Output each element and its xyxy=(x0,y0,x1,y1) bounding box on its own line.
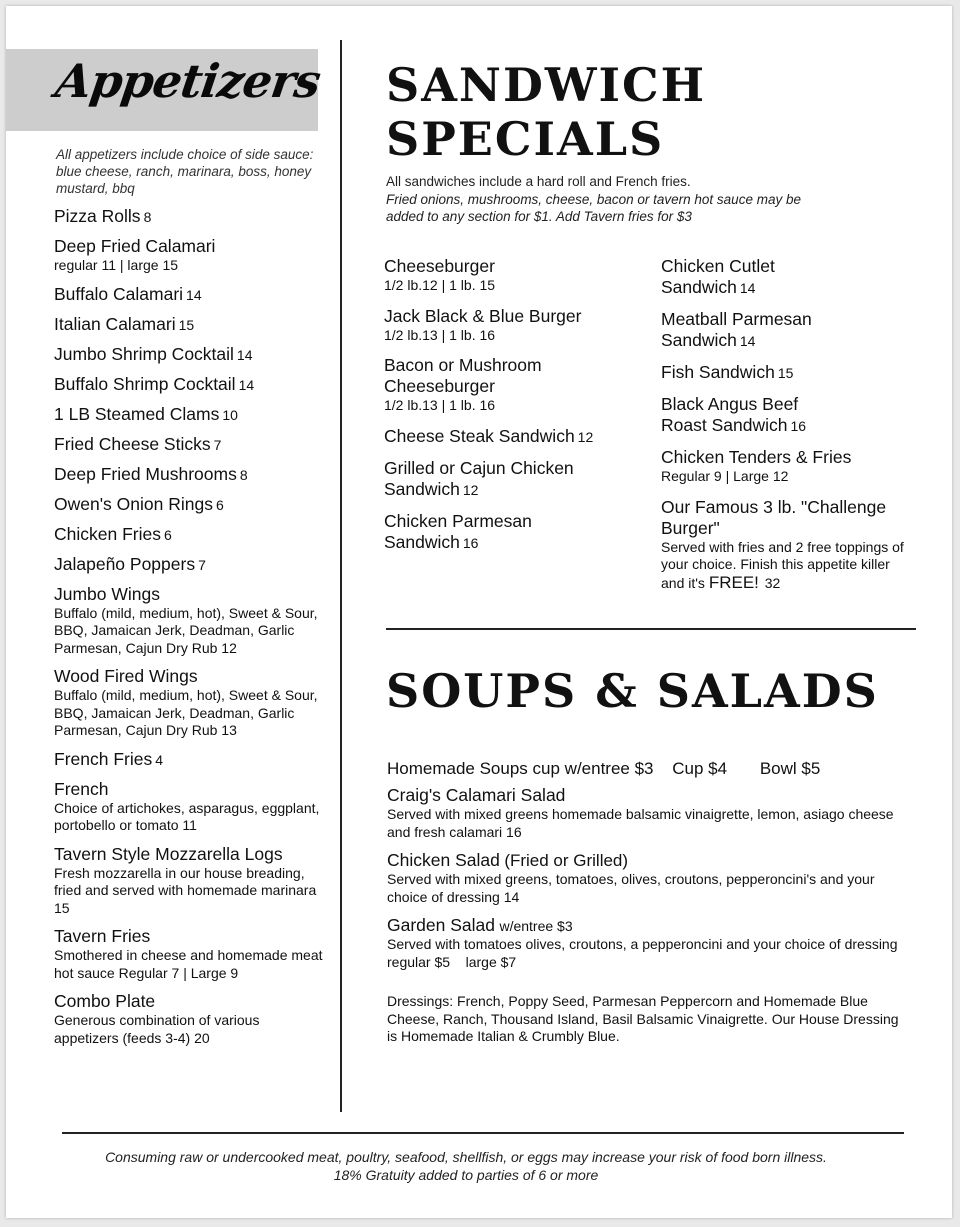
item-name: Tavern Fries xyxy=(54,926,151,946)
soups-bowl: Bowl $5 xyxy=(759,759,821,778)
item-desc: Choice of artichokes, asparagus, eggplant, portobello or tomato 11 xyxy=(54,799,320,833)
menu-item xyxy=(54,779,324,835)
item-name: Buffalo Calamari xyxy=(54,283,184,304)
item-name: Chicken Cutlet Sandwich xyxy=(661,256,775,297)
menu-item xyxy=(54,991,324,1047)
food-warning: Consuming raw or undercooked meat, poultry, seafood, shellfish, or eggs may increase your risk of food born illness. xyxy=(105,1149,827,1165)
item-name: 1 LB Steamed Clams xyxy=(54,403,220,424)
footer-divider xyxy=(62,1132,904,1134)
item-desc: Smothered in cheese and homemade meat hot sauce Regular 7 | Large 9 xyxy=(54,947,323,981)
challenge-desc: Served with fries and 2 free toppings of your choice. Finish this appetite killer and it's xyxy=(661,538,904,591)
item-desc: Buffalo (mild, medium, hot), Sweet & Sour, BBQ, Jamaican Jerk, Deadman, Garlic Parmesan, Cajun Dry Rub 12 xyxy=(54,604,318,656)
item-desc: Served with mixed greens, tomatoes, olives, croutons, pepperoncini's and your choice of dressing 14 xyxy=(387,871,875,905)
soups-salads-list xyxy=(387,758,912,1046)
sandwich-column-right xyxy=(661,256,926,603)
item-price: 7 xyxy=(198,556,206,573)
item-price: 16 xyxy=(462,534,479,551)
item-price: 14 xyxy=(186,286,202,303)
item-name: Pizza Rolls xyxy=(54,206,141,226)
soups-cup-entree: cup w/entree $3 xyxy=(532,759,654,778)
item-price: 12 xyxy=(462,481,479,498)
sandwich-specials-title xyxy=(386,58,706,166)
item-name: Bacon or Mushroom Cheeseburger xyxy=(384,355,542,396)
menu-item xyxy=(54,844,324,918)
menu-item xyxy=(384,426,649,447)
menu-item xyxy=(661,394,836,436)
item-name: Our Famous 3 lb. "Challenge Burger" xyxy=(661,496,887,538)
item-name: Meatball Parmesan Sandwich xyxy=(661,309,812,350)
sandwich-column-left xyxy=(384,256,649,564)
item-price: 12 xyxy=(577,428,594,445)
item-name: Fried Cheese Sticks xyxy=(54,433,211,454)
dressings-note: Dressings: French, Poppy Seed, Parmesan Peppercorn and Homemade Blue Cheese, Ranch, Thousand Island, Basil Balsamic Vinaigrette. Our House Dressing is Homemade Italian & Crumbly Blue. xyxy=(387,993,899,1044)
title-line: SPECIALS xyxy=(386,112,665,166)
item-name: Jumbo Wings xyxy=(54,583,161,604)
item-name: Combo Plate xyxy=(54,991,156,1011)
item-price: 15 xyxy=(777,365,794,381)
item-name: Jalapeño Poppers xyxy=(54,553,196,574)
menu-item xyxy=(661,256,811,298)
menu-item xyxy=(384,458,584,500)
item-price: 10 xyxy=(222,406,238,423)
item-name: Italian Calamari xyxy=(54,313,176,334)
section-divider xyxy=(386,628,916,630)
item-desc: 1/2 lb.13 | 1 lb. 16 xyxy=(384,397,496,413)
menu-item xyxy=(387,785,912,841)
item-name: Chicken Tenders & Fries xyxy=(661,447,852,467)
item-name: Garden Salad xyxy=(387,915,495,935)
item-name: Buffalo Shrimp Cocktail xyxy=(54,373,236,394)
free-label: FREE! xyxy=(708,572,759,592)
menu-item xyxy=(54,284,324,305)
item-name: Cheese Steak Sandwich xyxy=(384,425,575,446)
menu-item xyxy=(54,374,324,395)
item-name: Craig's Calamari Salad xyxy=(387,785,566,805)
item-desc: Generous combination of various appetizers (feeds 3-4) 20 xyxy=(54,1012,260,1046)
item-name: Jumbo Shrimp Cocktail xyxy=(54,343,234,364)
item-price: 14 xyxy=(739,333,756,349)
soups-cup: Cup $4 xyxy=(672,759,728,778)
menu-item xyxy=(54,749,324,770)
item-name: Grilled or Cajun Chicken Sandwich xyxy=(384,457,574,499)
item-desc: 1/2 lb.13 | 1 lb. 16 xyxy=(384,326,496,343)
sandwich-note: All sandwiches include a hard roll and French fries. xyxy=(386,174,691,189)
item-name: Deep Fried Mushrooms xyxy=(54,463,237,484)
item-name: Cheeseburger xyxy=(384,256,495,276)
menu-item xyxy=(384,355,649,415)
appetizers-note: All appetizers include choice of side sauce: blue cheese, ranch, marinara, boss, honey mustard, bbq xyxy=(56,147,314,196)
menu-item xyxy=(54,584,324,658)
soups-salads-title: SOUPS & SALADS xyxy=(386,664,879,718)
item-price: 6 xyxy=(163,526,172,543)
item-name: Black Angus Beef Roast Sandwich xyxy=(661,394,799,435)
menu-item xyxy=(661,447,926,486)
menu-item xyxy=(384,256,649,295)
item-name: Owen's Onion Rings xyxy=(54,493,213,514)
item-price: 8 xyxy=(239,466,248,483)
menu-item xyxy=(661,309,831,351)
item-desc: Regular 9 | Large 12 xyxy=(661,468,789,484)
item-name: Chicken Parmesan Sandwich xyxy=(384,510,532,552)
gratuity-note: 18% Gratuity added to parties of 6 or more xyxy=(333,1167,599,1183)
menu-item xyxy=(54,404,324,425)
menu-item xyxy=(54,314,324,335)
item-desc: regular 11 | large 15 xyxy=(54,257,179,273)
sandwich-addons-note: Fried onions, mushrooms, cheese, bacon or tavern hot sauce may be added to any section for $1. Add Tavern fries for $3 xyxy=(386,192,801,224)
title-line: SANDWICH xyxy=(386,58,707,112)
menu-item xyxy=(54,206,324,227)
item-name: French xyxy=(54,778,109,799)
item-name: Deep Fried Calamari xyxy=(54,236,216,256)
item-price: 4 xyxy=(155,751,164,768)
item-name: Chicken Salad xyxy=(387,850,500,870)
item-price: 16 xyxy=(790,418,807,434)
menu-item xyxy=(54,236,324,275)
menu-item xyxy=(661,497,916,593)
appetizers-list xyxy=(54,206,324,1056)
item-name: Wood Fired Wings xyxy=(54,666,198,686)
item-desc: 1/2 lb.12 | 1 lb. 15 xyxy=(384,277,496,293)
footer xyxy=(6,1148,926,1184)
menu-item xyxy=(387,850,912,906)
item-desc xyxy=(661,539,916,593)
menu-item xyxy=(54,666,324,740)
item-desc: Buffalo (mild, medium, hot), Sweet & Sour, BBQ, Jamaican Jerk, Deadman, Garlic Parmesan, Cajun Dry Rub 13 xyxy=(54,687,318,738)
item-extra: (Fried or Grilled) xyxy=(504,851,629,870)
menu-item xyxy=(54,494,324,515)
column-divider xyxy=(340,40,342,1112)
item-name: Tavern Style Mozzarella Logs xyxy=(54,843,283,864)
menu-item xyxy=(54,464,324,485)
menu-item xyxy=(54,344,324,365)
item-price: 15 xyxy=(178,316,195,333)
item-name: Fish Sandwich xyxy=(661,362,775,382)
item-price: 14 xyxy=(238,376,255,393)
item-price: 7 xyxy=(213,436,222,453)
item-price: 8 xyxy=(143,209,152,225)
item-price: 6 xyxy=(215,496,224,513)
item-price: 14 xyxy=(236,346,253,363)
menu-item xyxy=(54,554,324,575)
item-name: Jack Black & Blue Burger xyxy=(384,305,582,326)
item-name: Chicken Fries xyxy=(54,523,161,544)
item-price: 14 xyxy=(739,280,756,296)
menu-item xyxy=(54,926,324,982)
menu-item xyxy=(387,915,912,971)
soups-name: Homemade Soups xyxy=(387,759,528,778)
menu-page xyxy=(6,6,952,1218)
menu-item xyxy=(54,524,324,545)
menu-item xyxy=(384,511,564,553)
item-price: 32 xyxy=(764,574,781,591)
item-desc: Fresh mozzarella in our house breading, fried and served with homemade marinara 15 xyxy=(54,864,317,916)
appetizers-title: Appetizers xyxy=(52,54,324,108)
item-extra: w/entree $3 xyxy=(499,918,573,934)
soups-row xyxy=(387,758,912,779)
menu-item xyxy=(54,434,324,455)
menu-item xyxy=(384,306,649,345)
menu-item xyxy=(661,362,926,383)
item-desc: Served with tomatoes olives, croutons, a pepperoncini and your choice of dressing regular $5 large $7 xyxy=(387,936,906,970)
item-desc: Served with mixed greens homemade balsamic vinaigrette, lemon, asiago cheese and fresh calamari 16 xyxy=(387,806,894,840)
item-name: French Fries xyxy=(54,748,153,769)
